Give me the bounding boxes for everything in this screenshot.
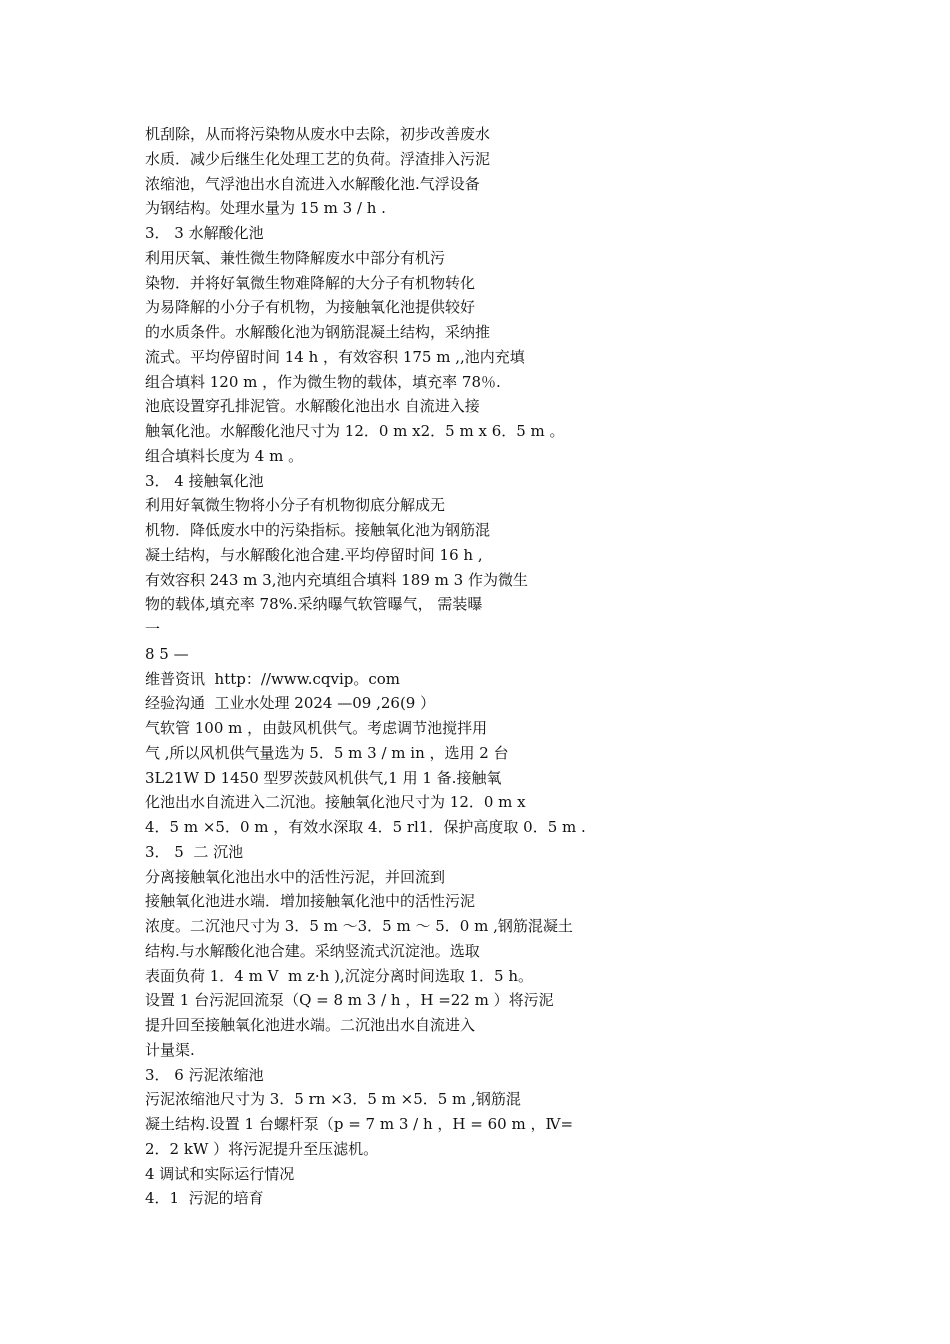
text-line: 机物．降低废水中的污染指标。接触氧化池为钢筋混 [145, 521, 491, 539]
text-line: 染物．并将好氧微生物难降解的大分子有机物转化 [145, 273, 476, 292]
text-line: 凝土结构，与水解酸化池合建.平均停留时间 16 h , [145, 545, 483, 564]
section-heading: 4．1 污泥的培育 [145, 1189, 264, 1208]
text-line: 表面负荷 1．4 m V m z·h ),沉淀分离时间选取 1．5 h。 [145, 966, 533, 985]
text-line: 凝土结构.设置 1 台螺杆泵（p = 7 m 3 / h ，H = 60 m ，Ⅳ= [145, 1115, 574, 1133]
section-heading: 3． 6 污泥浓缩池 [145, 1065, 264, 1084]
section-heading: 3． 3 水解酸化池 [145, 224, 264, 242]
text-line: 3L21W D 1450 型罗茨鼓风机供气,1 用 1 备.接触氧 [145, 768, 502, 787]
text-line: 化池出水自流进入二沉池。接触氧化池尺寸为 12．0 m x [145, 793, 526, 812]
text-line: 利用好氧微生物将小分子有机物彻底分解成无 [145, 496, 446, 515]
text-line: 设置 1 台污泥回流泵（Q = 8 m 3 / h ，H =22 m ）将污泥 [145, 991, 554, 1010]
text-line: 利用厌氧、兼性微生物降解废水中部分有机污 [145, 248, 446, 267]
text-line: 水质．减少后继生化处理工艺的负荷。浮渣排入污泥 [145, 149, 491, 168]
text-line: 触氧化池。水解酸化池尺寸为 12．0 m x2．5 m x 6．5 m 。 [145, 422, 565, 440]
text-line: 物的载体,填充率 78%.采纳曝气软管曝气， 需装曝 [145, 595, 483, 614]
section-heading: 4 调试和实际运行情况 [145, 1164, 295, 1183]
text-line: 气 ,所以风机供气量选为 5．5 m 3 / m in ，选用 2 台 [145, 743, 509, 762]
text-line: 气软管 100 m ，由鼓风机供气。考虑调节池搅拌用 [145, 719, 488, 737]
text-line: 组合填料长度为 4 m 。 [145, 446, 304, 465]
text-line: 流式。平均停留时间 14 h ，有效容积 175 m ,,池内充填 [145, 347, 525, 366]
text-line: 污泥浓缩池尺寸为 3．5 rn ×3．5 m ×5．5 m ,钢筋混 [145, 1090, 521, 1109]
text-line: 4．5 m ×5．0 m ，有效水深取 4．5 rl1．保护高度取 0．5 m . [145, 818, 586, 836]
running-header: 经验沟通 工业水处理 2024 —09 ,26(9 ） [145, 694, 436, 713]
section-heading: 3． 5 二 沉池 [145, 842, 244, 861]
text-line: 为钢结构。处理水量为 15 m 3 / h . [145, 199, 386, 218]
document-body [145, 122, 845, 1211]
text-line: 结构.与水解酸化池合建。采纳竖流式沉淀池。选取 [145, 941, 480, 960]
text-line: 池底设置穿孔排泥管。水解酸化池出水 自流进入接 [145, 397, 480, 416]
text-line: 2．2 kW ）将污泥提升至压滤机。 [145, 1139, 379, 1158]
text-line: 浓度。二沉池尺寸为 3．5 m 〜3．5 m 〜 5．0 m ,钢筋混凝土 [145, 917, 573, 935]
text-line: 的水质条件。水解酸化池为钢筋混凝土结构，采纳推 [145, 323, 491, 341]
text-line: 机刮除，从而将污染物从废水中去除，初步改善废水 [145, 125, 491, 143]
text-line: 有效容积 243 m 3,池内充填组合填料 189 m 3 作为微生 [145, 570, 528, 589]
text-line: 浓缩池，气浮池出水自流进入水解酸化池.气浮设备 [145, 174, 480, 193]
text-line: 为易降解的小分子有机物，为接触氧化池提供较好 [145, 298, 476, 317]
text-line: 分离接触氧化池出水中的活性污泥，并回流到 [145, 867, 446, 886]
text-line: 组合填料 120 m ，作为微生物的载体，填充率 78％. [145, 372, 501, 391]
section-heading: 3． 4 接触氧化池 [145, 471, 264, 490]
text-line: 计量渠. [145, 1040, 195, 1059]
text-line: 一 [145, 620, 161, 638]
text-line: 接触氧化池进水端．增加接触氧化池中的活性污泥 [145, 892, 476, 911]
text-line: 提升回至接触氧化池进水端。二沉池出水自流进入 [145, 1016, 476, 1034]
page-number: 8 5 — [145, 644, 189, 663]
source-watermark: 维普资讯 http：//www.cqvip。com [145, 669, 401, 688]
